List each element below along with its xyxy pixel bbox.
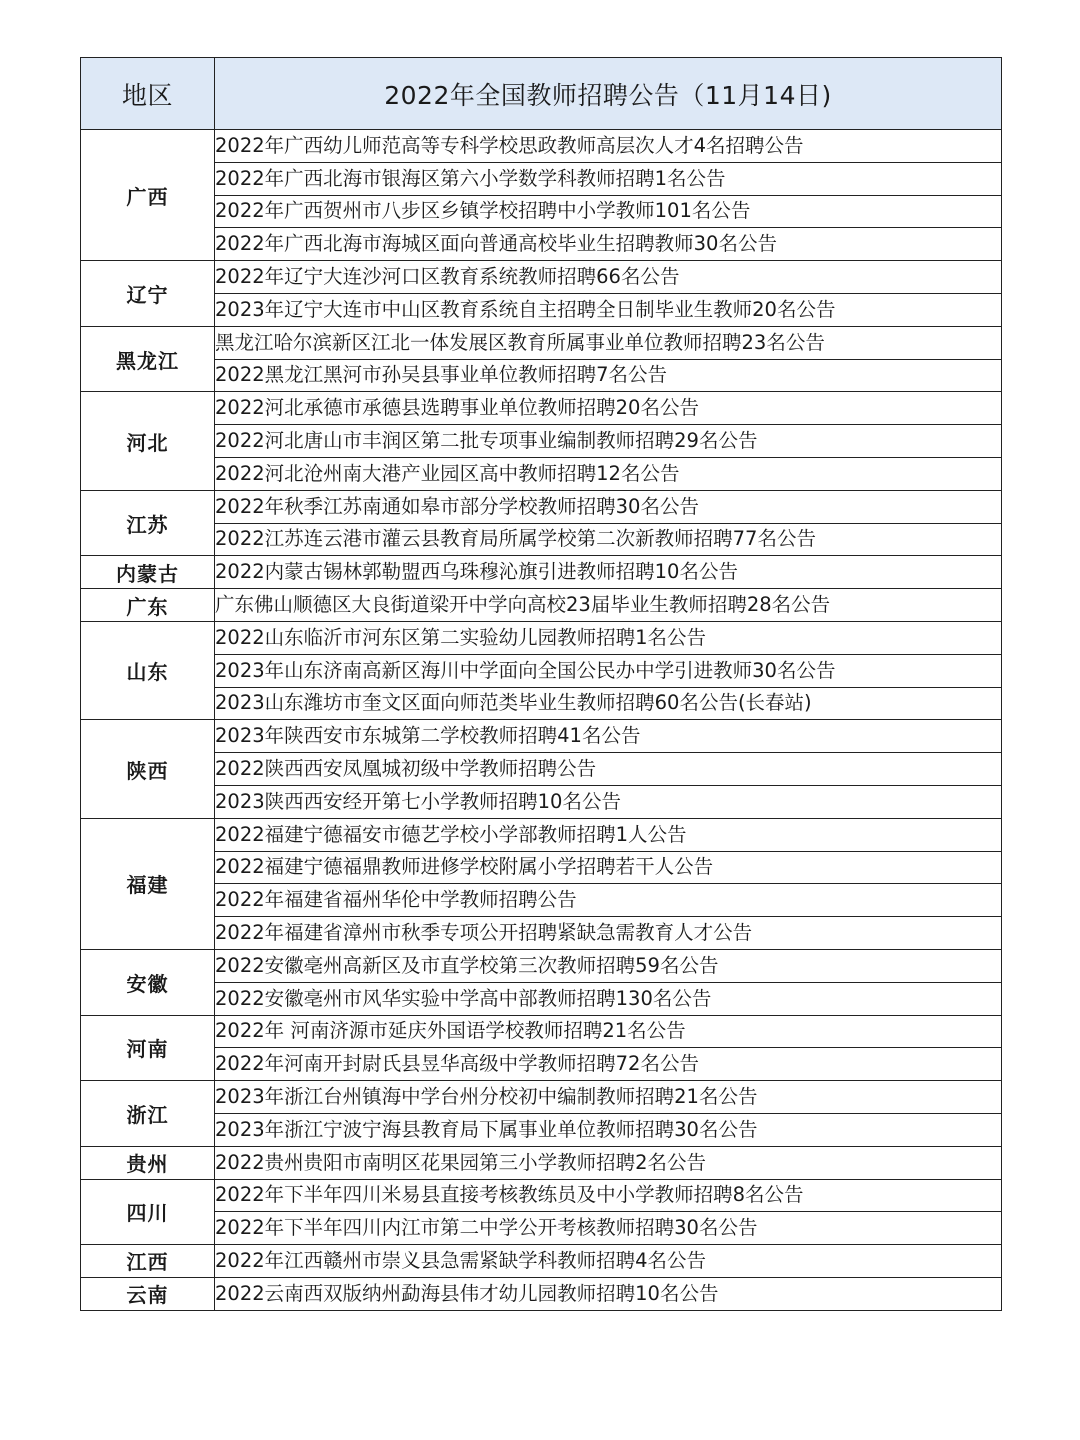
notice-cell: 2022黑龙江黑河市孙吴县事业单位教师招聘7名公告: [215, 359, 1002, 392]
notice-cell: 2022福建宁德福鼎教师进修学校附属小学招聘若干人公告: [215, 851, 1002, 884]
table-row: [81, 1015, 1002, 1048]
region-cell: 山东: [81, 621, 215, 719]
table-row: [81, 949, 1002, 982]
table-row: [81, 1081, 1002, 1114]
table-row: [81, 851, 1002, 884]
notice-cell: 2023陕西西安经开第七小学教师招聘10名公告: [215, 785, 1002, 818]
notice-cell: 2022福建宁德福安市德艺学校小学部教师招聘1人公告: [215, 818, 1002, 851]
table-row: [81, 523, 1002, 556]
table-row: [81, 1146, 1002, 1179]
notice-cell: 2022河北唐山市丰润区第二批专项事业编制教师招聘29名公告: [215, 425, 1002, 458]
region-cell: 云南: [81, 1277, 215, 1310]
table-row: [81, 917, 1002, 950]
notice-cell: 广东佛山顺德区大良街道梁开中学向高校23届毕业生教师招聘28名公告: [215, 589, 1002, 622]
notice-cell: 2022河北承德市承德县选聘事业单位教师招聘20名公告: [215, 392, 1002, 425]
table-row: [81, 1212, 1002, 1245]
region-cell: 辽宁: [81, 261, 215, 327]
table-row: [81, 785, 1002, 818]
notice-cell: 2022年下半年四川米易县直接考核教练员及中小学教师招聘8名公告: [215, 1179, 1002, 1212]
notice-cell: 2022年 河南济源市延庆外国语学校教师招聘21名公告: [215, 1015, 1002, 1048]
table-row: [81, 130, 1002, 163]
table-row: [81, 687, 1002, 720]
table-row: [81, 1113, 1002, 1146]
notice-cell: 黑龙江哈尔滨新区江北一体发展区教育所属事业单位教师招聘23名公告: [215, 326, 1002, 359]
region-cell: 广西: [81, 130, 215, 261]
notice-cell: 2022河北沧州南大港产业园区高中教师招聘12名公告: [215, 457, 1002, 490]
notice-cell: 2022年下半年四川内江市第二中学公开考核教师招聘30名公告: [215, 1212, 1002, 1245]
table-row: [81, 162, 1002, 195]
table-row: [81, 228, 1002, 261]
notice-cell: 2022年福建省漳州市秋季专项公开招聘紧缺急需教育人才公告: [215, 917, 1002, 950]
notice-cell: 2022云南西双版纳州勐海县伟才幼儿园教师招聘10名公告: [215, 1277, 1002, 1310]
notice-cell: 2022山东临沂市河东区第二实验幼儿园教师招聘1名公告: [215, 621, 1002, 654]
notice-cell: 2022安徽亳州市风华实验中学高中部教师招聘130名公告: [215, 982, 1002, 1015]
table-body: [81, 130, 1002, 1311]
region-cell: 安徽: [81, 949, 215, 1015]
notice-cell: 2023年辽宁大连市中山区教育系统自主招聘全日制毕业生教师20名公告: [215, 293, 1002, 326]
table-row: [81, 556, 1002, 589]
notice-cell: 2022贵州贵阳市南明区花果园第三小学教师招聘2名公告: [215, 1146, 1002, 1179]
region-cell: 江苏: [81, 490, 215, 556]
region-cell: 福建: [81, 818, 215, 949]
region-cell: 河南: [81, 1015, 215, 1081]
region-cell: 贵州: [81, 1146, 215, 1179]
table-row: [81, 326, 1002, 359]
notice-cell: 2022年福建省福州华伦中学教师招聘公告: [215, 884, 1002, 917]
recruitment-notice-table: [80, 57, 1002, 1311]
table-row: [81, 425, 1002, 458]
region-cell: 浙江: [81, 1081, 215, 1147]
notice-cell: 2022安徽亳州高新区及市直学校第三次教师招聘59名公告: [215, 949, 1002, 982]
table-row: [81, 589, 1002, 622]
table-row: [81, 654, 1002, 687]
table-row: [81, 457, 1002, 490]
notice-cell: 2023山东潍坊市奎文区面向师范类毕业生教师招聘60名公告(长春站): [215, 687, 1002, 720]
region-cell: 广东: [81, 589, 215, 622]
region-cell: 河北: [81, 392, 215, 490]
table-row: [81, 818, 1002, 851]
notice-cell: 2022年广西北海市银海区第六小学数学科教师招聘1名公告: [215, 162, 1002, 195]
notice-cell: 2022陕西西安凤凰城初级中学教师招聘公告: [215, 753, 1002, 786]
notice-cell: 2022江苏连云港市灌云县教育局所属学校第二次新教师招聘77名公告: [215, 523, 1002, 556]
region-cell: 陕西: [81, 720, 215, 818]
region-cell: 四川: [81, 1179, 215, 1245]
notice-cell: 2022年广西幼儿师范高等专科学校思政教师高层次人才4名招聘公告: [215, 130, 1002, 163]
table-row: [81, 1048, 1002, 1081]
table-row: [81, 490, 1002, 523]
table-row: [81, 1277, 1002, 1310]
region-cell: 内蒙古: [81, 556, 215, 589]
notice-cell: 2023年山东济南高新区海川中学面向全国公民办中学引进教师30名公告: [215, 654, 1002, 687]
region-column-header: 地区: [81, 58, 215, 130]
region-cell: 江西: [81, 1245, 215, 1278]
region-cell: 黑龙江: [81, 326, 215, 392]
notice-cell: 2023年浙江台州镇海中学台州分校初中编制教师招聘21名公告: [215, 1081, 1002, 1114]
notice-cell: 2022年河南开封尉氏县昱华高级中学教师招聘72名公告: [215, 1048, 1002, 1081]
table-row: [81, 392, 1002, 425]
table-row: [81, 261, 1002, 294]
table-header-row: [81, 58, 1002, 130]
table-row: [81, 359, 1002, 392]
table-row: [81, 753, 1002, 786]
notice-cell: 2023年浙江宁波宁海县教育局下属事业单位教师招聘30名公告: [215, 1113, 1002, 1146]
notice-cell: 2022内蒙古锡林郭勒盟西乌珠穆沁旗引进教师招聘10名公告: [215, 556, 1002, 589]
table-row: [81, 982, 1002, 1015]
table-row: [81, 195, 1002, 228]
table-row: [81, 621, 1002, 654]
table-row: [81, 720, 1002, 753]
notice-cell: 2023年陕西安市东城第二学校教师招聘41名公告: [215, 720, 1002, 753]
table-row: [81, 1179, 1002, 1212]
notice-cell: 2022年广西贺州市八步区乡镇学校招聘中小学教师101名公告: [215, 195, 1002, 228]
notice-cell: 2022年秋季江苏南通如皋市部分学校教师招聘30名公告: [215, 490, 1002, 523]
notice-cell: 2022年辽宁大连沙河口区教育系统教师招聘66名公告: [215, 261, 1002, 294]
notice-cell: 2022年广西北海市海城区面向普通高校毕业生招聘教师30名公告: [215, 228, 1002, 261]
table-row: [81, 1245, 1002, 1278]
table-row: [81, 293, 1002, 326]
table-title: 2022年全国教师招聘公告（11月14日): [215, 58, 1002, 130]
notice-cell: 2022年江西赣州市崇义县急需紧缺学科教师招聘4名公告: [215, 1245, 1002, 1278]
table-row: [81, 884, 1002, 917]
